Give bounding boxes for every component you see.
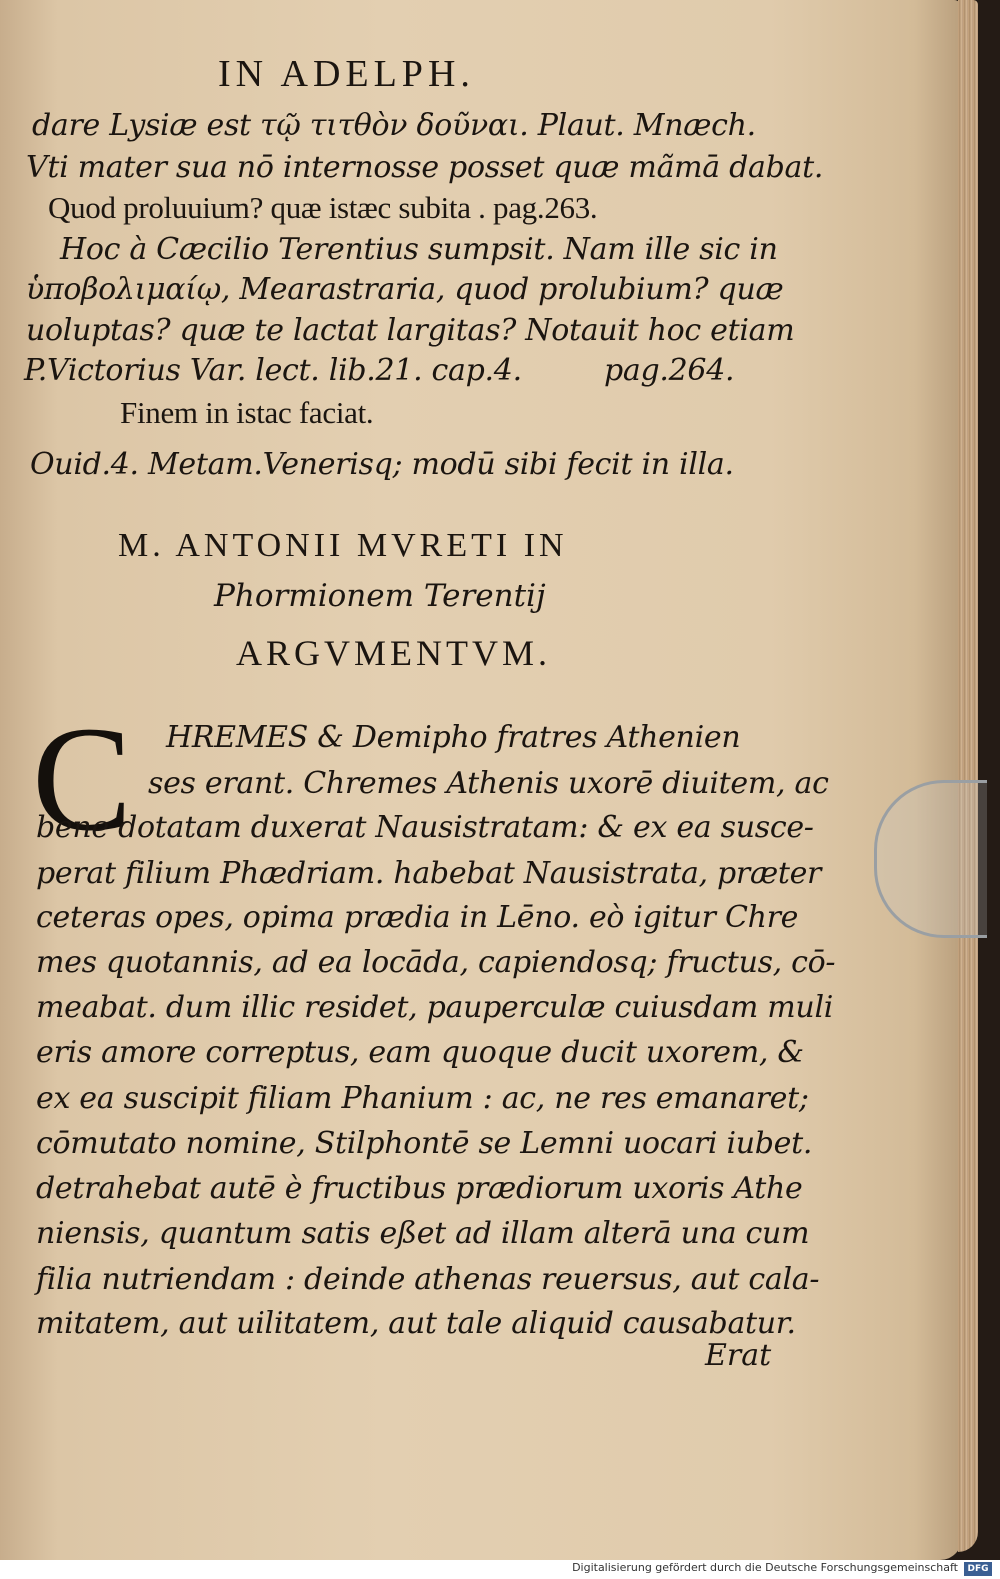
text-line: P.Victorius Var. lect. lib.21. cap.4.: [24, 353, 522, 388]
argument-line: bene dotatam duxerat Nausistratam: & ex ea susce-: [36, 810, 814, 845]
text-line: dare Lysiæ est τῷ τιτθὸν δοῦναι. Plaut. Mnæch.: [32, 108, 756, 143]
argument-line: ses erant. Chremes Athenis uxorē diuitem, ac: [148, 766, 829, 801]
argument-line: niensis, quantum satis eßet ad illam alterā una cum: [36, 1216, 810, 1251]
page-clip: [874, 780, 987, 938]
argument-line: ex ea suscipit filiam Phanium : ac, ne res emanaret;: [36, 1081, 809, 1116]
text-line: ὑποβολιμαίῳ, Mearastraria, quod prolubium? quæ: [26, 272, 784, 307]
argument-line: perat filium Phædriam. habebat Nausistrata, præter: [36, 856, 822, 891]
argument-line: eris amore correptus, eam quoque ducit uxorem, &: [36, 1035, 804, 1070]
page-reference: pag.264.: [604, 353, 735, 388]
text-line: uoluptas? quæ te lactat largitas? Notauit hoc etiam: [26, 313, 795, 348]
running-head: IN ADELPH.: [218, 53, 475, 95]
argument-line: filia nutriendam : deinde athenas reuersus, aut cala-: [36, 1262, 820, 1297]
argument-line: HREMES & Demipho fratres Athenien: [166, 720, 741, 755]
argument-heading: ARGVMENTVM.: [236, 633, 552, 673]
argument-line: ceteras opes, opima prædia in Lēno. eò igitur Chre: [36, 900, 799, 935]
argument-line: detrahebat autē è fructibus prædiorum uxoris Athe: [36, 1171, 803, 1206]
text-line: Vti mater sua nō internosse posset quæ mãmā dabat.: [26, 150, 824, 185]
footer-credit: Digitalisierung gefördert durch die Deutsche Forschungsgemeinschaft: [572, 1561, 958, 1574]
argument-line: mitatem, aut uilitatem, aut tale aliquid causabatur.: [36, 1306, 796, 1341]
digitization-footer: [0, 1560, 1000, 1579]
argument-line: mes quotannis, ad ea locāda, capiendosq; fructus, cō-: [36, 945, 836, 980]
lemma-line: Finem in istac faciat.: [120, 395, 374, 430]
page-edges: [958, 0, 978, 1552]
dfg-logo: DFG: [964, 1562, 992, 1576]
drop-cap: C: [32, 696, 133, 862]
section-heading: M. ANTONII MVRETI IN: [118, 527, 568, 564]
text-line: Ouid.4. Metam.Venerisq; modū sibi fecit in illa.: [30, 447, 734, 482]
argument-line: cōmutato nomine, Stilphontē se Lemni uocari iubet.: [36, 1126, 813, 1161]
lemma-line: Quod proluuium? quæ istæc subita . pag.263.: [48, 190, 598, 225]
text-line: Hoc à Cæcilio Terentius sumpsit. Nam ille sic in: [60, 232, 778, 267]
section-subheading: Phormionem Terentij: [214, 578, 546, 614]
argument-line: meabat. dum illic residet, pauperculæ cuiusdam muli: [36, 990, 834, 1025]
catchword: Erat: [705, 1338, 772, 1373]
